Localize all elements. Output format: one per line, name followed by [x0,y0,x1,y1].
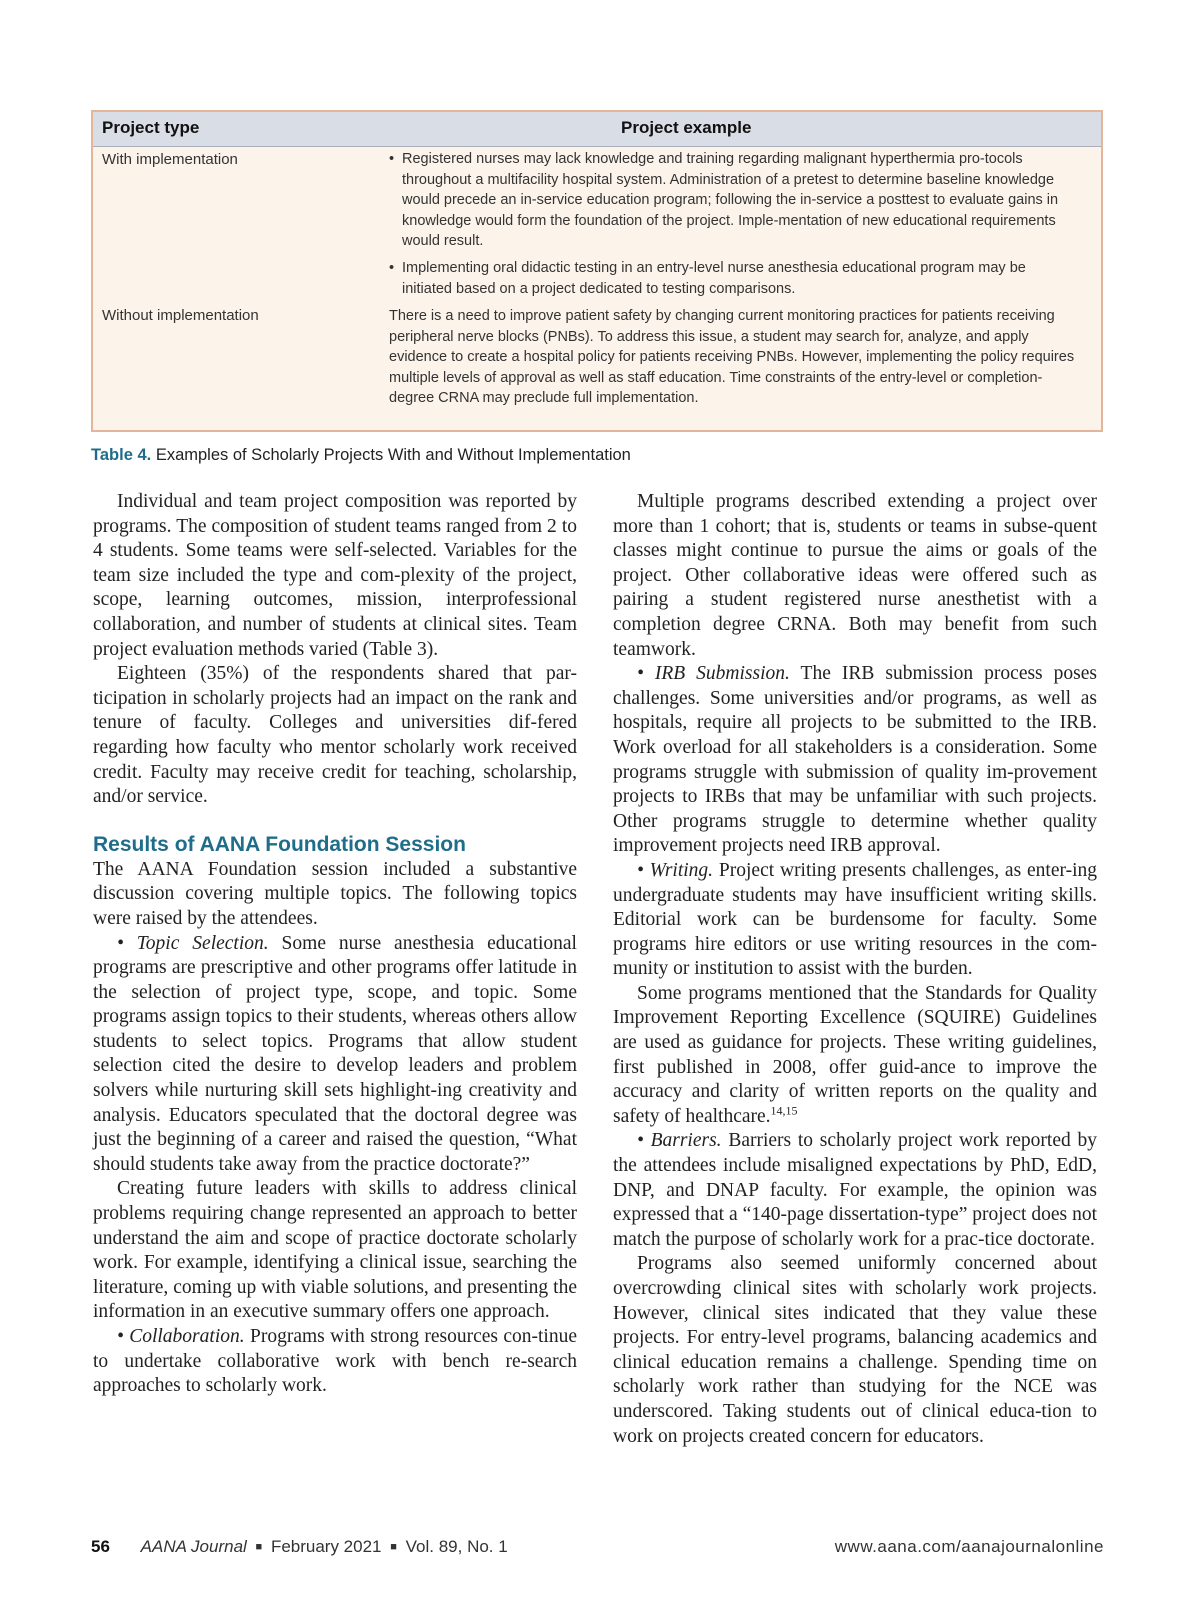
right-column [613,490,1097,1449]
reference-superscript: 14,15 [770,1103,798,1118]
table-caption-number: Table 4. [91,446,152,464]
paragraph-writing [613,859,1097,982]
header-project-example: Project example [621,118,752,137]
bullet-icon: • [389,260,395,276]
table-header-row [93,112,1101,147]
paragraph-barriers [613,1129,1097,1252]
paragraph: Programs also seemed uniformly concerned about overcrowding clinical sites with scholarly work projects. However, clinical sites indicated that they value these projects. For entry-level programs, balancing academics and clinical education remains a challenge. Spending time on scholarly work rather than studying for the NCE was underscored. Taking students out of clinical educa-tion to work on projects created concern for educators. [613,1253,1097,1447]
journal-name: AANA Journal [140,1537,247,1556]
separator-square-icon: ■ [255,1541,263,1553]
table-caption [91,446,631,465]
section-heading: Results of AANA Foundation Session [93,832,466,856]
left-column [93,490,577,1399]
paragraph-body: The IRB submission process poses challenges. Some universities and/or programs, as well as hospitals, require all projects to be submitted to the IRB. Work overload for all stakeholders is a consideration. Some programs struggle with submission of quality im-provement projects to IRBs that may be unfamiliar with such projects. Other programs struggle to determine whether quality improvement projects need IRB approval. [613,663,1097,857]
issue-date: February 2021 [270,1537,382,1556]
paragraph-irb-submission [613,662,1097,859]
paragraph-collaboration [93,1325,577,1399]
row-label-without-implementation: Without implementation [102,307,259,324]
paragraph-body: Programs with strong resources con-tinue to undertake collaborative work with bench re-search approaches to scholarly work. [93,1326,577,1397]
table-cell-with-implementation-bullet-2 [389,258,1079,299]
table-cell-with-implementation-bullet-1 [389,149,1079,252]
header-project-type: Project type [102,118,200,137]
table-caption-text: Examples of Scholarly Projects With and Without Implementation [155,446,631,464]
paragraph-squire [613,982,1097,1130]
run-in-head: • Collaboration. [117,1326,245,1347]
paragraph-body: Some programs mentioned that the Standards for Quality Improvement Reporting Excellence (SQUIRE) Guidelines are used as guidance for projects. These writing guidelines, first published in 2008, offer guid-ance to improve the accuracy and clarity of written reports on the quality and safety of healthcare. [613,982,1097,1127]
run-in-head: • Topic Selection. [117,932,269,954]
run-in-head: • Writing. [637,859,714,881]
paragraph-topic-selection [93,932,577,1178]
separator-square-icon: ■ [390,1541,397,1553]
table-4 [91,110,1103,432]
paragraph: Individual and team project composition was reported by programs. The composition of student teams ranged from 2 to 4 students. Some teams were self-selected. Variables for the team size included the type and com-plexity of the project, scope, learning outcomes, mission, interprofessional collaboration, and number of students at clinical sites. Team project evaluation methods varied (Table 3). [93,491,577,660]
table-bullet-text: Registered nurses may lack knowledge and training regarding malignant hyperthermia pro-tocols throughout a multifacility hospital system. Administration of a pretest to determine baseline knowledge would precede an in-service education program; following the in-service a posttest to evaluate gains in knowledge would form the foundation of the project. Imple-mentation of new educational requirements would result. [402,151,1059,249]
paragraph: The AANA Foundation session included a substantive discussion covering multiple topics. The following topics were raised by the attendees. [93,858,577,929]
paragraph: Multiple programs described extending a project over more than 1 cohort; that is, students or teams in subse-quent classes might continue to pursue the aims or goals of the project. Other collaborative ideas were offered such as pairing a student registered nurse anesthetist with a completion degree CRNA. Both may benefit from such teamwork. [613,491,1097,660]
table-cell-without-implementation: There is a need to improve patient safety by changing current monitoring practices for patients receiving peripheral nerve blocks (PNBs). To address this issue, a student may search for, analyze, and apply evidence to create a hospital policy for patients receiving PNBs. However, implementing the policy requires multiple levels of approval as well as staff education. Time constraints of the entry-level or completion-degree CRNA may preclude full implementation. [389,308,1075,406]
run-in-head: • Barriers. [637,1130,722,1152]
journal-url[interactable]: www.aana.com/aanajournalonline [834,1537,1104,1556]
bullet-icon: • [389,151,395,167]
paragraph-body: Barriers to scholarly project work reported by the attendees include misaligned expectations by PhD, EdD, DNP, and DNAP faculty. For example, the opinion was expressed that a “140-page dissertation-type” project does not match the purpose of scholarly work for a prac-tice doctorate. [613,1130,1097,1250]
footer-left [91,1537,508,1557]
table-bullet-text: Implementing oral didactic testing in an entry-level nurse anesthesia educational program may be initiated based on a project dedicated to testing comparisons. [402,260,1026,297]
paragraph: Eighteen (35%) of the respondents shared that par-ticipation in scholarly projects had an impact on the rank and tenure of faculty. Colleges and universities dif-fered regarding how faculty who mentor scholarly work received credit. Faculty may receive credit for teaching, scholarship, and/or service. [93,663,577,808]
page-number: 56 [91,1537,110,1556]
run-in-head: • IRB Submission. [637,663,790,685]
paragraph: Creating future leaders with skills to address clinical problems requiring change represented an approach to better understand the aim and scope of practice doctorate scholarly work. For example, identifying a clinical issue, searching the literature, coming up with viable solutions, and presenting the information in an executive summary offers one approach. [93,1178,577,1323]
paragraph-body: Some nurse anesthesia educational programs are prescriptive and other programs offer latitude in the selection of project type, scope, and topic. Some programs assign topics to their students, whereas others allow students to select topics. Programs that allow student selection cited the desire to develop leaders and problem solvers while nurturing skill sets highlight-ing creativity and analysis. Educators speculated that the doctoral degree was just the beginning of a career and raised the question, “What should students take away from the practice doctorate?” [93,932,577,1175]
volume-issue: Vol. 89, No. 1 [405,1537,508,1556]
row-label-with-implementation: With implementation [102,151,238,168]
paragraph-body: Project writing presents challenges, as enter-ing undergraduate students may have insufficient writing skills. Editorial work can be burdensome for faculty. Some programs hire editors or use writing resources in the com-munity or institution to assist with the burden. [613,859,1097,980]
